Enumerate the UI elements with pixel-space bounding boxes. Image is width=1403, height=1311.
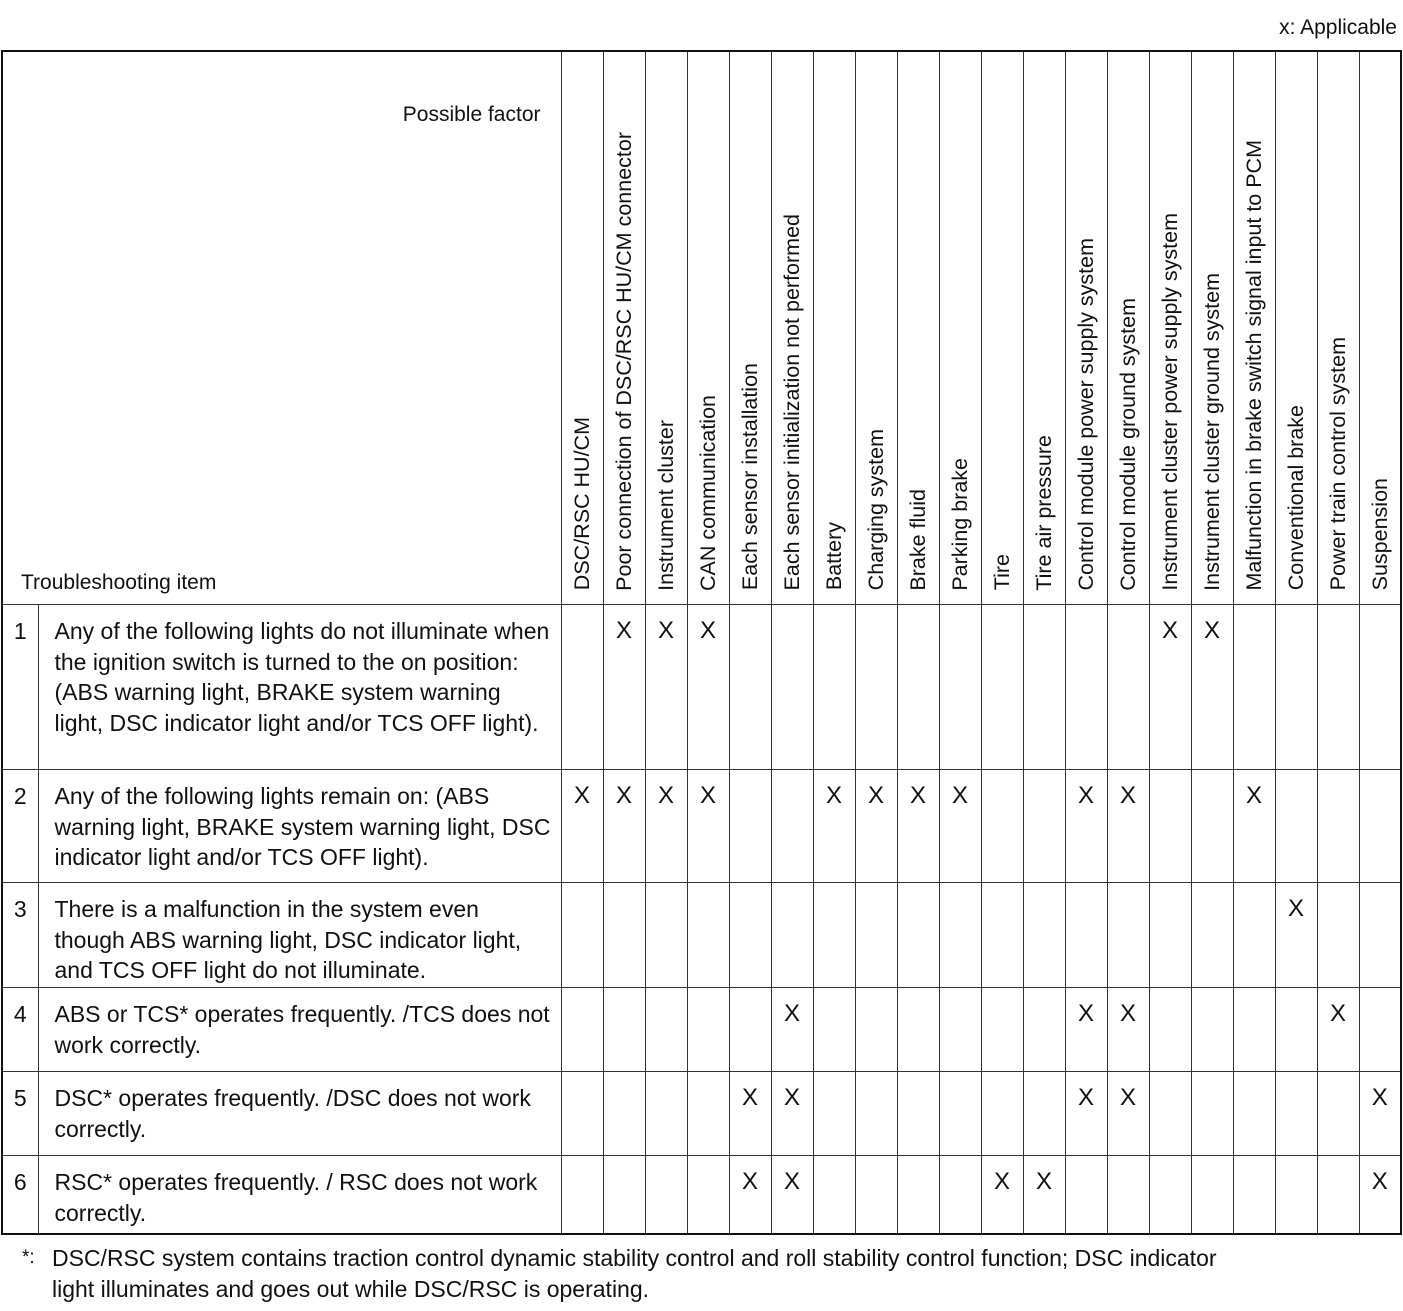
table-row [2, 605, 1401, 770]
empty-cell [687, 988, 729, 1072]
applicable-mark: X [1149, 605, 1191, 770]
row-number: 6 [2, 1156, 38, 1234]
factor-label: Brake fluid [906, 488, 930, 591]
factor-header-cell [897, 51, 939, 605]
empty-cell [813, 1156, 855, 1234]
empty-cell [1317, 605, 1359, 770]
empty-cell [1359, 883, 1401, 988]
empty-cell [855, 988, 897, 1072]
empty-cell [561, 988, 603, 1072]
factor-label: Instrument cluster [654, 419, 678, 591]
troubleshooting-item-text: RSC* operates frequently. / RSC does not work correctly. [38, 1156, 561, 1234]
troubleshooting-item-text: Any of the following lights do not illuminate when the ignition switch is turned to the on position: (ABS warning light, BRAKE system warning light, DSC indicator light and/or TCS OFF light). [38, 605, 561, 770]
applicable-mark: X [771, 1156, 813, 1234]
row-number: 4 [2, 988, 38, 1072]
row-number: 2 [2, 770, 38, 883]
empty-cell [603, 1072, 645, 1156]
factor-header-cell [561, 51, 603, 605]
header-corner-cell [2, 51, 561, 605]
empty-cell [1191, 770, 1233, 883]
empty-cell [855, 1156, 897, 1234]
empty-cell [897, 883, 939, 988]
factor-label: CAN communication [696, 394, 720, 591]
empty-cell [1275, 988, 1317, 1072]
applicable-mark: X [1359, 1072, 1401, 1156]
empty-cell [1023, 1072, 1065, 1156]
applicable-mark: X [1065, 1072, 1107, 1156]
empty-cell [771, 770, 813, 883]
empty-cell [1107, 605, 1149, 770]
empty-cell [1233, 605, 1275, 770]
troubleshooting-item-text: There is a malfunction in the system even though ABS warning light, DSC indicator light, and TCS OFF light do not illuminate. [38, 883, 561, 988]
table-row [2, 770, 1401, 883]
applicable-mark: X [1191, 605, 1233, 770]
possible-factor-label: Possible factor [402, 103, 541, 126]
empty-cell [1275, 1072, 1317, 1156]
empty-cell [1191, 1072, 1233, 1156]
applicable-mark: X [603, 605, 645, 770]
empty-cell [561, 605, 603, 770]
empty-cell [981, 883, 1023, 988]
factor-label: Power train control system [1326, 337, 1350, 591]
empty-cell [1191, 1156, 1233, 1234]
empty-cell [939, 605, 981, 770]
applicable-mark: X [1065, 988, 1107, 1072]
empty-cell [1233, 1072, 1275, 1156]
empty-cell [687, 1072, 729, 1156]
factor-label: Parking brake [948, 457, 972, 591]
empty-cell [729, 605, 771, 770]
empty-cell [1275, 1156, 1317, 1234]
factor-label: Conventional brake [1284, 405, 1308, 591]
applicable-mark: X [729, 1072, 771, 1156]
empty-cell [855, 605, 897, 770]
applicable-legend: x: Applicable [1279, 16, 1397, 39]
table-row [2, 988, 1401, 1072]
empty-cell [1233, 988, 1275, 1072]
empty-cell [939, 883, 981, 988]
factor-header-cell [1023, 51, 1065, 605]
factor-header-cell [939, 51, 981, 605]
empty-cell [561, 1156, 603, 1234]
factor-label: DSC/RSC HU/CM [570, 417, 594, 591]
empty-cell [687, 883, 729, 988]
applicable-mark: X [1107, 1072, 1149, 1156]
row-number: 1 [2, 605, 38, 770]
factor-header-cell [1191, 51, 1233, 605]
empty-cell [729, 988, 771, 1072]
empty-cell [1065, 883, 1107, 988]
empty-cell [1065, 605, 1107, 770]
troubleshooting-item-text: Any of the following lights remain on: (ABS warning light, BRAKE system warning light, DSC indicator light and/or TCS OFF light). [38, 770, 561, 883]
empty-cell [561, 883, 603, 988]
empty-cell [1317, 770, 1359, 883]
factor-label: Each sensor initialization not performed [780, 214, 804, 591]
applicable-mark: X [771, 988, 813, 1072]
empty-cell [1023, 770, 1065, 883]
factor-label: Malfunction in brake switch signal input to PCM [1242, 139, 1266, 591]
empty-cell [729, 883, 771, 988]
applicable-mark: X [1317, 988, 1359, 1072]
empty-cell [1359, 605, 1401, 770]
applicable-mark: X [687, 605, 729, 770]
table-row [2, 883, 1401, 988]
empty-cell [897, 1156, 939, 1234]
empty-cell [981, 770, 1023, 883]
empty-cell [939, 988, 981, 1072]
empty-cell [1149, 1156, 1191, 1234]
row-number: 3 [2, 883, 38, 988]
empty-cell [645, 1072, 687, 1156]
row-number: 5 [2, 1072, 38, 1156]
empty-cell [1023, 988, 1065, 1072]
applicable-mark: X [855, 770, 897, 883]
empty-cell [1317, 883, 1359, 988]
factor-header-cell [1149, 51, 1191, 605]
empty-cell [939, 1156, 981, 1234]
factor-label: Each sensor installation [738, 363, 762, 591]
factor-label: Tire air pressure [1032, 434, 1056, 591]
factor-label: Charging system [864, 429, 888, 591]
factor-label: Battery [822, 522, 846, 591]
applicable-mark: X [687, 770, 729, 883]
empty-cell [813, 605, 855, 770]
factor-label: Poor connection of DSC/RSC HU/CM connector [612, 131, 636, 591]
factor-header-cell [855, 51, 897, 605]
factor-header-cell [1233, 51, 1275, 605]
applicable-mark: X [939, 770, 981, 883]
empty-cell [1317, 1072, 1359, 1156]
empty-cell [603, 1156, 645, 1234]
empty-cell [1191, 883, 1233, 988]
applicable-mark: X [603, 770, 645, 883]
footnote-marker: *: [22, 1247, 35, 1268]
factor-label: Suspension [1367, 478, 1392, 591]
empty-cell [813, 988, 855, 1072]
troubleshooting-item-text: DSC* operates frequently. /DSC does not work correctly. [38, 1072, 561, 1156]
factor-label: Instrument cluster ground system [1200, 272, 1224, 591]
empty-cell [813, 1072, 855, 1156]
factor-label: Tire [990, 554, 1014, 591]
factor-header-cell [603, 51, 645, 605]
empty-cell [1023, 605, 1065, 770]
factor-header-cell [1107, 51, 1149, 605]
factor-header-cell [645, 51, 687, 605]
applicable-mark: X [813, 770, 855, 883]
empty-cell [1359, 770, 1401, 883]
empty-cell [1317, 1156, 1359, 1234]
factor-label: Control module power supply system [1074, 237, 1098, 591]
empty-cell [981, 605, 1023, 770]
empty-cell [1149, 988, 1191, 1072]
troubleshooting-item-text: ABS or TCS* operates frequently. /TCS does not work correctly. [38, 988, 561, 1072]
empty-cell [1149, 1072, 1191, 1156]
factor-header-cell [1359, 51, 1401, 605]
empty-cell [1275, 770, 1317, 883]
factor-label: Control module ground system [1116, 297, 1140, 591]
empty-cell [1149, 883, 1191, 988]
empty-cell [645, 988, 687, 1072]
applicable-mark: X [561, 770, 603, 883]
empty-cell [981, 988, 1023, 1072]
empty-cell [771, 605, 813, 770]
table-row [2, 1156, 1401, 1234]
empty-cell [897, 988, 939, 1072]
troubleshooting-item-label: Troubleshooting item [21, 570, 217, 594]
empty-cell [897, 605, 939, 770]
applicable-mark: X [771, 1072, 813, 1156]
empty-cell [771, 883, 813, 988]
empty-cell [1191, 988, 1233, 1072]
factor-header-cell [687, 51, 729, 605]
applicable-mark: X [1359, 1156, 1401, 1234]
applicable-mark: X [981, 1156, 1023, 1234]
empty-cell [939, 1072, 981, 1156]
empty-cell [1065, 1156, 1107, 1234]
factor-header-cell [981, 51, 1023, 605]
applicable-mark: X [1233, 770, 1275, 883]
empty-cell [1023, 883, 1065, 988]
applicable-mark: X [1275, 883, 1317, 988]
empty-cell [855, 883, 897, 988]
empty-cell [1149, 770, 1191, 883]
factor-header-cell [1317, 51, 1359, 605]
applicable-mark: X [1023, 1156, 1065, 1234]
applicable-mark: X [645, 770, 687, 883]
empty-cell [1275, 605, 1317, 770]
table-row [2, 1072, 1401, 1156]
factor-header-cell [1065, 51, 1107, 605]
empty-cell [603, 883, 645, 988]
factor-header-cell [813, 51, 855, 605]
footnote [22, 1243, 1232, 1304]
empty-cell [603, 988, 645, 1072]
empty-cell [1233, 1156, 1275, 1234]
applicable-mark: X [1065, 770, 1107, 883]
empty-cell [645, 883, 687, 988]
applicable-mark: X [729, 1156, 771, 1234]
header-row [2, 51, 1401, 605]
empty-cell [645, 1156, 687, 1234]
empty-cell [897, 1072, 939, 1156]
factor-header-cell [1275, 51, 1317, 605]
factor-label: Instrument cluster power supply system [1158, 212, 1182, 591]
empty-cell [813, 883, 855, 988]
empty-cell [729, 770, 771, 883]
applicable-mark: X [645, 605, 687, 770]
applicable-mark: X [1107, 988, 1149, 1072]
empty-cell [1359, 988, 1401, 1072]
factor-header-cell [729, 51, 771, 605]
applicable-mark: X [1107, 770, 1149, 883]
empty-cell [981, 1072, 1023, 1156]
troubleshooting-table [1, 50, 1402, 1235]
applicable-mark: X [897, 770, 939, 883]
factor-header-cell [771, 51, 813, 605]
footnote-text: DSC/RSC system contains traction control dynamic stability control and roll stability control function; DSC indicator light illuminates and goes out while DSC/RSC is operating. [52, 1245, 1217, 1302]
empty-cell [687, 1156, 729, 1234]
empty-cell [561, 1072, 603, 1156]
empty-cell [1107, 1156, 1149, 1234]
empty-cell [855, 1072, 897, 1156]
empty-cell [1107, 883, 1149, 988]
empty-cell [1233, 883, 1275, 988]
